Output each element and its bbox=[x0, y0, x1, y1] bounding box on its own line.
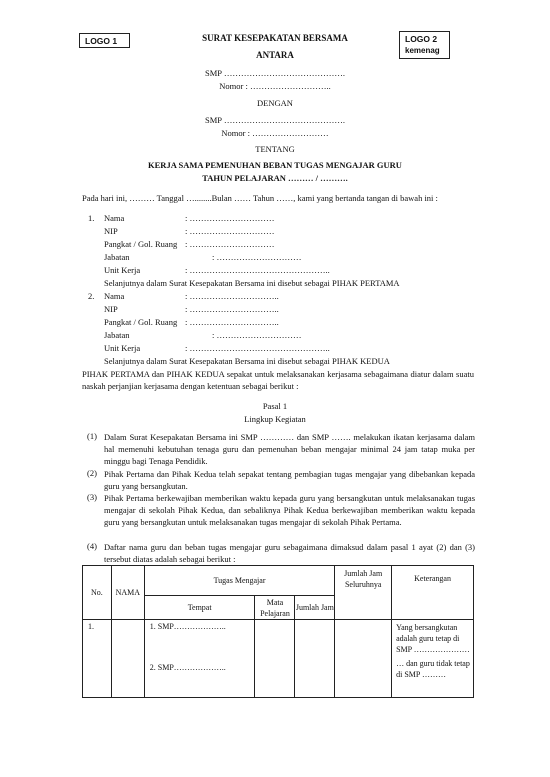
pasal-item-2-text: Pihak Pertama dan Pihak Kedua telah sepakat tentang pembagian tugas mengajar yang dibebankan kepada guru yang bersangkutan. bbox=[104, 469, 475, 491]
document-title: SURAT KESEPAKATAN BERSAMA bbox=[202, 33, 348, 43]
header-mata-pelajaran: Mata Pelajaran bbox=[255, 596, 295, 620]
party-2-pangkat-value: : ………………………….. bbox=[185, 317, 279, 327]
row-tempat-cell bbox=[144, 620, 255, 698]
party-1-unit-value: : ………………………………………….. bbox=[185, 265, 330, 275]
nomor-first-line: Nomor : ……………………….. bbox=[219, 81, 331, 91]
header-jumlah-jam: Jumlah Jam bbox=[295, 596, 335, 620]
party-1-nip-label: NIP bbox=[104, 226, 118, 236]
opening-sentence: Pada hari ini, ……… Tanggal …........Bulan …… Tahun ……, kami yang bertanda tangan di bawah ini : bbox=[82, 193, 438, 203]
party-2-nip-label: NIP bbox=[104, 304, 118, 314]
teaching-assignment-table bbox=[82, 565, 474, 698]
pasal-item-3-number: (3) bbox=[87, 492, 97, 502]
pasal-item-4-number: (4) bbox=[87, 541, 97, 551]
party-1-pangkat-value: : ………………………… bbox=[185, 239, 275, 249]
party-1-number: 1. bbox=[88, 213, 95, 223]
logo-2-sublabel: kemenag bbox=[405, 46, 440, 55]
tentang-label: TENTANG bbox=[255, 144, 295, 154]
header-keterangan: Keterangan bbox=[392, 566, 474, 620]
row-number: 1. bbox=[83, 620, 112, 698]
pasal-item-1-number: (1) bbox=[87, 431, 97, 441]
keterangan-line-1: Yang bersangkutan adalah guru tetap di SMP ………………… bbox=[396, 623, 470, 654]
party-1-pangkat-label: Pangkat / Gol. Ruang bbox=[104, 239, 178, 249]
pasal-item-2-number: (2) bbox=[87, 468, 97, 478]
pasal-item-3-text: Pihak Pertama berkewajiban memberikan waktu kepada guru yang bersangkutan untuk melaksanakan tugas mengajar di sekolah Pihak Kedua, dan sebaliknya Pihak Kedua berkewajiban memberikan waktu kepada guru yang bersangkutan untuk melaksanakan tugas mengajar di sekolah Pihak Pertama. bbox=[104, 493, 475, 527]
subject-line-2: TAHUN PELAJARAN ……… / ………. bbox=[202, 173, 348, 183]
party-1-closing: Selanjutnya dalam Surat Kesepakatan Bersama ini disebut sebagai PIHAK PERTAMA bbox=[104, 278, 400, 288]
party-2-name-value: : ………………………….. bbox=[185, 291, 279, 301]
party-2-name-label: Nama bbox=[104, 291, 125, 301]
party-1-name-value: : ………………………… bbox=[185, 213, 275, 223]
logo-1-label: LOGO 1 bbox=[85, 36, 118, 46]
dengan-label: DENGAN bbox=[257, 98, 293, 108]
party-1-unit-label: Unit Kerja bbox=[104, 265, 141, 275]
tempat-line-1: 1. SMP……………….. bbox=[149, 622, 226, 631]
tempat-line-2: 2. SMP……………….. bbox=[149, 663, 226, 672]
party-2-closing: Selanjutnya dalam Surat Kesepakatan Bersama ini disebut sebagai PIHAK KEDUA bbox=[104, 356, 390, 366]
row-jumlah-seluruh-cell bbox=[335, 620, 392, 698]
header-tempat: Tempat bbox=[144, 596, 255, 620]
pasal-item-1-text: Dalam Surat Kesepakatan Bersama ini SMP ………… dan SMP ……. melakukan ikatan kerjasama dalam hal memenuhi kebutuhan tenaga guru dan pemenuhan beban mengajar minimal 24 jam tatap muka per minggu bagi Tenaga Pendidik. bbox=[104, 432, 475, 466]
header-no: No. bbox=[83, 566, 112, 620]
pasal-item-4-text: Daftar nama guru dan beban tugas mengajar guru sebagaimana dimaksud dalam pasal 1 ayat (2) dan (3) tersebut diatas adalah sebagai berikut : bbox=[104, 542, 475, 564]
party-2-jabatan-label: Jabatan bbox=[104, 330, 130, 340]
party-2-pangkat-label: Pangkat / Gol. Ruang bbox=[104, 317, 178, 327]
party-2-jabatan-value: : ………………………… bbox=[212, 330, 302, 340]
party-1-jabatan-label: Jabatan bbox=[104, 252, 130, 262]
smp-second-line: SMP ……………………………………. bbox=[205, 115, 345, 125]
row-keterangan-cell bbox=[392, 620, 474, 698]
table-row bbox=[83, 620, 474, 698]
party-2-unit-value: : ………………………………………….. bbox=[185, 343, 330, 353]
logo-2-label: LOGO 2 bbox=[405, 34, 438, 44]
row-nama-cell bbox=[111, 620, 144, 698]
party-2-nip-value: : ………………………….. bbox=[185, 304, 279, 314]
antara-label: ANTARA bbox=[256, 50, 294, 60]
party-1-nip-value: : ………………………… bbox=[185, 226, 275, 236]
subject-line-1: KERJA SAMA PEMENUHAN BEBAN TUGAS MENGAJAR GURU bbox=[148, 160, 402, 170]
header-jumlah-jam-seluruhnya: Jumlah Jam Seluruhnya bbox=[335, 566, 392, 620]
pasal-title: Pasal 1 bbox=[262, 401, 288, 411]
header-tugas-mengajar: Tugas Mengajar bbox=[144, 566, 334, 596]
nomor-second-line: Nomor : ……………………… bbox=[221, 128, 329, 138]
row-jam-cell bbox=[295, 620, 335, 698]
party-1-jabatan-value: : ………………………… bbox=[212, 252, 302, 262]
party-1-name-label: Nama bbox=[104, 213, 125, 223]
pasal-subtitle: Lingkup Kegiatan bbox=[244, 414, 306, 424]
party-2-unit-label: Unit Kerja bbox=[104, 343, 141, 353]
party-2-number: 2. bbox=[88, 291, 95, 301]
row-mapel-cell bbox=[255, 620, 295, 698]
keterangan-line-2: … dan guru tidak tetap di SMP ……… bbox=[396, 659, 470, 679]
header-nama: NAMA bbox=[111, 566, 144, 620]
intro-paragraph: PIHAK PERTAMA dan PIHAK KEDUA sepakat untuk melaksanakan kerjasama sebagaimana diatur dalam suatu naskah perjanjian kerjasama dengan ketentuan sebagai berikut : bbox=[82, 369, 474, 391]
smp-first-line: SMP ……………………………………. bbox=[205, 68, 345, 78]
